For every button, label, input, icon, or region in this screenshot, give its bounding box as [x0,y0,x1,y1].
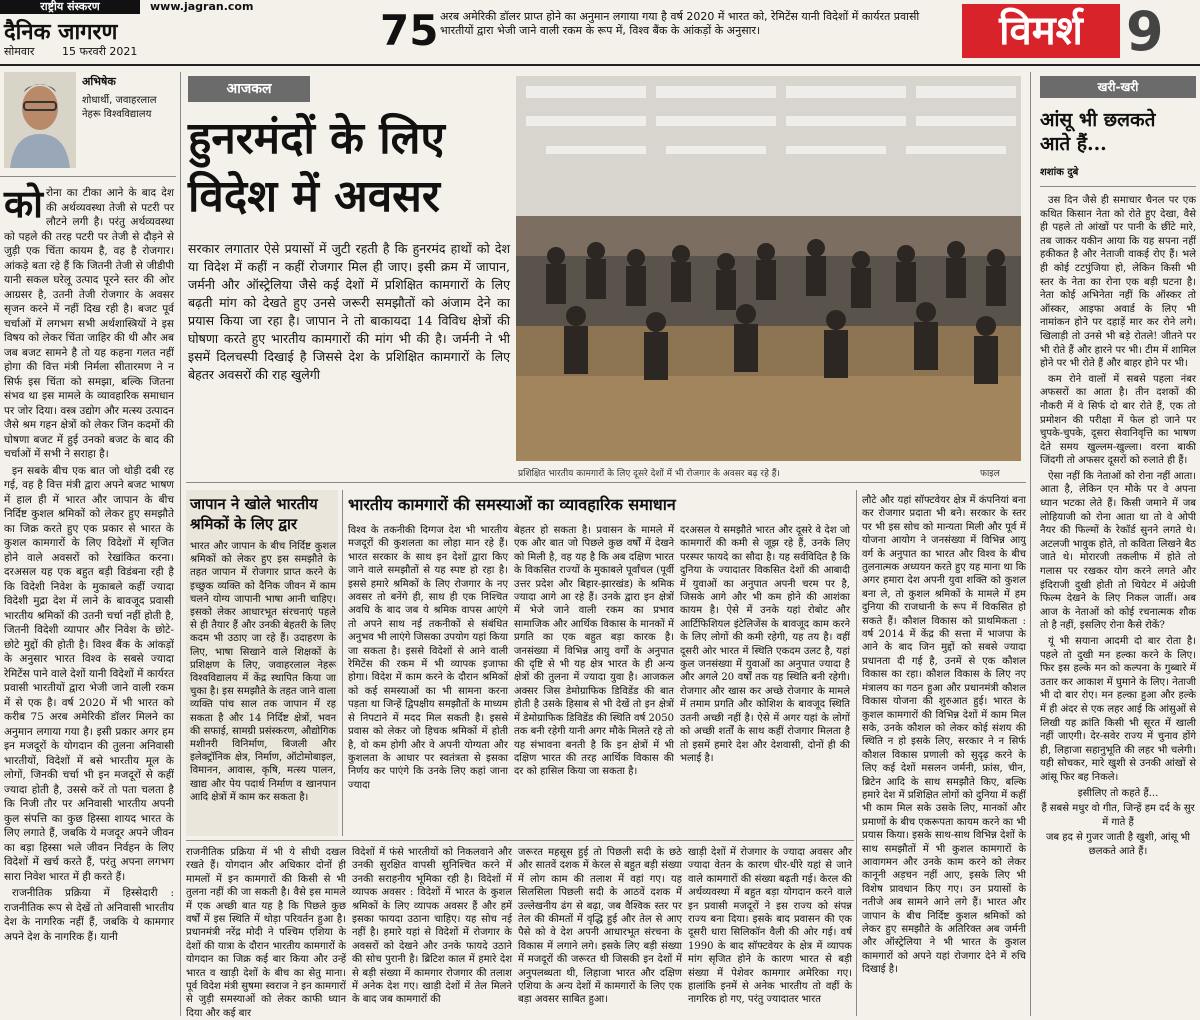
sidebar-text [1040,194,1196,1010]
sidebar-para-4: यूं भी सयाना आदमी दो बार रोता है। पहले तो दुखी मन हल्का करने के लिए। फिर इस हल्के मन को कल्पना के गुब्बारे में उतार कर आकाश में घुमाने के लिए। नेताजी भी दो बार रोए। मन हल्का हुआ और हल्के में ही अंदर से एक लहर आई कि आंसुओं से लिखी यह क्रांति किसी भी सूरत में खाली नहीं जाएगी। देर-सवेर राज्य में चुनाव होंगे ही, लिहाजा सहानुभूति की लहर भी चलेगी। यही सोचकर, मारे खुशी से उनकी आंखों से आंसू फिर बह निकले। [1040,636,1196,783]
stat-text: अरब अमेरिकी डॉलर प्राप्त होने का अनुमान लगाया गया है वर्ष 2020 में भारत को, रेमिटेंस यानी विदेशों में कार्यरत प्रवासी भारतीयों द्वारा भेजी जाने वाली रकम के रूप में, विश्व बैंक के आंकड़ों के अनुसार। [440,10,920,37]
japan-heading-2: श्रमिकों के लिए द्वार [190,515,298,533]
solution-col-3: दरअसल ये समझौते भारत और दूसरे वे देश जो कामगारों की कमी से जूझ रहे हैं, उनके लिए परस्पर फायदे का सौदा है। यह सर्वविदित है कि दुनिया के ज्यादातर विकसित देशों की आबादी में युवाओं का अनुपात अपनी चरम पर है, जिसके आगे और भी कम होने की आशंका कायम है। ऐसे में उनके यहां रोबोट और आर्टिफिशियल इंटेलिजेंस के बावजूद काम करने के लिए लोगों की कमी रहेगी, यह तय है। वहीं दूसरी ओर भारत में स्थिति एकदम उलट है, यहां कुल जनसंख्या में युवाओं का अनुपात ज्यादा है और अगले 20 वर्षों तक यह स्थिति बनी रहेगी। रोजगार और खास कर अच्छे रोजगार के मामले में तमाम प्रगति और कोशिश के बावजूद स्थिति उतनी अच्छी नहीं है। ऐसे में अगर यहां के लोगों को अच्छी शर्तों के साथ कहीं रोजगार मिलता है तो इसमें हमारे देश और देशवासी, दोनों ही की भलाई है। [680,525,850,764]
sidebar-para-2: कम रोने वालों में सबसे पहला नंबर अफसरों का आता है। तीन दशकों की नौकरी में वे सिर्फ दो बार रोते हैं, एक तो प्रमोशन की परीक्षा में फेल हो जाने पर चुपके-चुपके, दूसरा सेवानिवृत्ति का भाषण देते समय खुल्लम-खुल्ला। वरना बाकी जिंदगी तो अफसर दूसरों को रुलाते ही हैं। [1040,373,1196,467]
japan-heading-1: जापान ने खोले भारतीय [190,495,318,513]
issue-date: 15 फरवरी 2021 [62,45,138,58]
website-link[interactable]: www.jagran.com [150,0,254,13]
photo-credit: फाइल [980,469,1000,479]
author-name: अभिषेक [82,75,116,88]
solution-col-1: विश्व के तकनीकी दिग्गज देश भी भारतीय मजदूरों की कुशलता का लोहा मान रहे हैं। भारत सरकार के साथ इन देशों द्वारा किए जाने वाले समझौतों से यह स्पष्ट हो रहा है। इससे हमारे श्रमिकों के लिए रोजगार के नए अवसर तो बनेंगे ही, साथ ही एक निश्चित अवधि के बाद जब ये श्रमिक वापस आएंगे तो अपने साथ नई तकनीकों से संबंधित अनुभव भी लाएंगे जिसका उपयोग यहां किया जा सकता है। इससे विदेशों से आने वाली रेमिटेंस की रकम में भी व्यापक इजाफा होगा। विदेश में काम करने के दौरान श्रमिकों को कई समस्याओं का भी सामना करना पड़ता था जिन्हें द्विपक्षीय समझौतों के माध्यम से निपटाने में मदद मिल सकती है। इससे प्रवास को लेकर जो हिचक श्रमिकों में होती है, वो कम होगी और वे अपनी योग्यता और कुशलता के आधार पर स्वतंत्रता से इसका निर्णय कर पाएंगे कि उनके लिए कहां जाना ज्यादा [348,525,508,791]
edition-label: राष्ट्रीय संस्करण [0,0,140,14]
sidebar-para-6: हैं सबसे मधुर वो गीत, जिन्हें हम दर्द के सुर में गाते हैं [1041,803,1195,828]
headline-line-1: हुनरमंदों के लिए [188,113,445,164]
solution-col-2: बेहतर हो सकता है। प्रवासन के मामले में एक और बात जो पिछले कुछ वर्षों में देखने को मिली है, वह यह है कि अब दक्षिण भारत के विकसित राज्यों के मुकाबले पूर्वांचल (पूर्वी उत्तर प्रदेश और बिहार-झारखंड) के श्रमिक ज्यादा आगे आ रहे हैं। उनके द्वारा इन क्षेत्रों में भेजे जाने वाली रकम का प्रभाव सामाजिक और आर्थिक विकास के मानकों में प्रगति का एक बहुत बड़ा कारक है। जनसंख्या में विभिन्न आयु वर्गों के अनुपात की दृष्टि से भी यह क्षेत्र भारत के ही अन्य क्षेत्रों की तुलना में ज्यादा युवा है। आजकल अक्सर जिस डेमोग्राफिक डिविडेंड की बात होती है उसके हिसाब से भी देखें तो इन क्षेत्रों में डेमोग्राफिक डिविडेंड की स्थिति वर्ष 2050 तक बनी रहेगी यानी अगर मौके मिलते रहे तो यह संभावना बनती है कि इन क्षेत्रों में भी दक्षिण भारत की तरह आर्थिक विकास की दर को हासिल किया जा सकता है। [514,525,674,778]
header-rule [0,64,1200,66]
article-photo [516,76,1021,461]
author-portrait-icon [4,72,76,168]
sidebar-para-1: उस दिन जैसे ही समाचार चैनल पर एक कथित किसान नेता को रोते हुए देखा, वैसे ही पहले तो आंखों पर पानी के छींटे मारे, तब जाकर यकीन आया कि यह सपना नहीं हकीकत है और नेताजी वाकई रोए हैं। भले ही कोई टटपुंजिया हो, लेकिन किसी भी स्तर के नेता का रोना एक बड़ी घटना है। नेता कोई अभिनेता नहीं कि ऑस्कर तो ऑस्कर, आइफा अवार्ड के लिए भी नामांकन होने पर दहाड़ें मार कर रोने लगे। खिलाड़ी तो उनसे भी बड़े रोतले! जीतने पर भी रोते हैं और हारने पर भी। टीम में शामिल होने पर भी रोते हैं और बाहर होने पर भी। [1040,195,1196,370]
headline-line-2: विदेश में अवसर [188,171,440,222]
lower-col-1: राजनीतिक प्रक्रिया में भी ये सीधी दखल रखते हैं। योगदान और अधिकार दोनों ही मामलों में इन कामगारों की किसी से भी तुलना नहीं की जा सकती है। वैसे इस मामले में एक अच्छी बात यह है कि पिछले कुछ वर्षों में इस स्थिति में थोड़ा परिवर्तन हुआ है। प्रधानमंत्री नरेंद्र मोदी ने पश्चिम एशिया के देशों की यात्रा के दौरान भारतीय कामगारों के योगदान का जिक्र कई बार किया और उन्हें भारत व खाड़ी देशों के बीच का सेतु माना। पूर्व विदेश मंत्री सुषमा स्वराज ने इन कामगारों से जुड़ी समस्याओं को लेकर काफी ध्यान दिया और कई बार [186,847,346,1019]
lower-col-3: जरूरत महसूस हुई तो पिछली सदी के छठे और सातवें दशक में केरल से बहुत बड़ी संख्या में लोग काम की तलाश में वहां गए। यह सिलसिला पिछली सदी के आठवें दशक में उल्लेखनीय ढंग से बढ़ा, जब वैश्विक स्तर पर तेल की कीमतों में वृद्धि हुई और तेल से आए पैसे को वे देश अपनी आधारभूत संरचना के विकास में लगाने लगे। इसके लिए बड़ी संख्या में मजदूरों की जरूरत थी जिसकी इन देशों में अनुपलब्धता थी, लिहाजा भारत और दक्षिण एशिया के अन्य देशों में कामगारों के लिए एक बड़ा अवसर साबित हुआ। [518,847,682,1006]
sidebar-headline-2: आते हैं... [1040,133,1107,155]
col1-para-3: राजनीतिक प्रक्रिया में हिस्सेदारी : राजनीतिक रूप से देखें तो अनिवासी भारतीय देश के नागरिक नहीं हैं, जबकि ये कामगार अपने देश के नागरिक हैं। यानी [4,887,174,943]
drop-cap: को [4,181,44,226]
japan-text: भारत और जापान के बीच निर्दिष्ट कुशल श्रमिकों को लेकर हुए इस समझौते के तहत जापान में रोजगार प्राप्त करने के इच्छुक व्यक्ति को दैनिक जीवन में काम चलने योग्य जापानी भाषा आनी चाहिए। इसको लेकर आधारभूत संरचनाएं पहले से ही तैयार हैं और उनकी बेहतरी के लिए कदम भी उठाए जा रहे हैं। उदाहरण के लिए, भाषा सिखाने वाले शिक्षकों के प्रशिक्षण के लिए, जवाहरलाल नेहरू विश्वविद्यालय में केंद्र स्थापित किया जा चुका है। इस समझौते के तहत जाने वाला व्यक्ति पांच साल तक जापान में रह सकता है और 14 निर्दिष्ट क्षेत्रों, भवन की सफाई, सामग्री प्रसंस्करण, औद्योगिक मशीनरी विनिर्माण, बिजली और इलेक्ट्रॉनिक क्षेत्र, निर्माण, ऑटोमोबाइल, विमानन, आवास, कृषि, मत्स्य पालन, खाद्य और पेय पदार्थ निर्माण व खानपान आदि क्षेत्रों में काम कर सकता है। [190,541,336,803]
col1-para-2: इन सबके बीच एक बात जो थोड़ी दबी रह गई, वह है वित्त मंत्री द्वारा अपने बजट भाषण में हाल ही में भारत और जापान के बीच निर्दिष्ट कुशल श्रमिकों को लेकर हुए समझौते का जिक्र करते हुए एक प्रकार से भारत के कुशल कामगारों के लिए विदेशों में सृजित होने वाले अवसरों को रेखांकित करना। दरअसल यह एक बहुत बड़ी विडंबना रही है कि विदेशी निवेश के मुकाबले कहीं ज्यादा विदेशी मुद्रा देश में लाने के बावजूद प्रवासी भारतीय श्रमिकों की उतनी चर्चा नहीं होती है, जितनी विदेशी व्यापार और निवेश के छोटे-छोटे मुद्दों की होती है। विश्व बैंक के आंकड़ों के अनुसार भारत विश्व के सबसे ज्यादा रेमिटेंस पाने वाले देशों यानी विदेशों में कार्यरत प्रवासी भारतीयों द्वारा भेजी जाने वाली रकम में से एक है। वर्ष 2020 में भी भारत को करीब 75 अरब अमेरिकी डॉलर मिलने का अनुमान लगाया गया है। इसी प्रकार अगर हम इन मजदूरों के योगदान की तुलना अनिवासी भारतीयों, विदेशों में बसे भारतीय मूल के लोगों, जिनकी चर्चा भी इन मजदूरों से कहीं ज्यादा होती है, उससे करें तो पता चलता है कि निजी तौर पर अनिवासी भारतीय अपनी कुल संपत्ति का कुछ हिस्सा शायद भारत के लिए लगाते हैं, जबकि ये मजदूर अपने जीवन का बड़ा हिस्सा भले जीवन निर्वहन के लिए विदेशों में खर्च करते हैं, परंतु अपना लगभग सारा निवेश भारत में ही करते हैं। [4,464,174,883]
photo-caption: प्रशिक्षित भारतीय कामगारों के लिए दूसरे देशों में भी रोजगार के अवसर बढ़ रहे हैं। [518,469,780,479]
section-title: विमर्श [962,4,1120,58]
solution-heading: भारतीय कामगारों की समस्याओं का व्यावहारिक समाधान [348,495,676,514]
issue-day: सोमवार [4,45,35,58]
sidebar-headline-1: आंसू भी छलकते [1040,109,1156,131]
sidebar-author: शशांक दुबे [1040,167,1079,178]
stat-number: 75 [380,6,439,55]
masthead [0,0,370,62]
article-tag: आजकल [188,76,310,102]
sidebar-para-5: इसीलिए तो कहते हैं... [1077,787,1159,799]
meeting-photo-icon [516,76,1021,461]
standfirst: सरकार लगातार ऐसे प्रयासों में जुटी रहती है कि हुनरमंद हाथों को देश या विदेश में कहीं न कहीं रोजगार मिल ही जाए। इसी क्रम में जापान, जर्मनी और ऑस्ट्रेलिया जैसे कई देशों में प्रशिक्षित कामगारों के लिए बढ़ती मांग को देखते हुए उनसे जरूरी समझौतों को अंजाम देने का प्रयास किया जा रहा है। जापान ने तो बाकायदा 14 विविध क्षेत्रों की घोषणा करते हुए भारतीय कामगारों की मांग भी की है। जर्मनी ने भी इसमें दिलचस्पी दिखाई है जिससे देश के प्रशिक्षित कामगारों के लिए बेहतर अवसरों की राह खुलेगी [188,241,510,382]
page-number: 9 [1126,0,1164,63]
right-article-col: लौटे और यहां सॉफ्टवेयर क्षेत्र में कंपनियां बना कर रोजगार प्रदाता भी बने। सरकार के स्तर पर भी इस सोच को मान्यता मिली और पूर्व में योजना आयोग ने जनसंख्या में विभिन्न आयु वर्ग के अनुपात का भारत और विश्व के बीच तुलनात्मक अध्ययन करते हुए यह माना था कि अगर हमारा देश अपनी युवा शक्ति को कुशल बना ले, तो कुशल श्रमिकों के मामले में हम दुनिया की राजधानी के रूप में विकसित हो सकते हैं। कौशल विकास को प्राथमिकता : वर्ष 2014 में केंद्र की सत्ता में भाजपा के आने के बाद जिन मुद्दों को सबसे ज्यादा प्रधानता दी गई है, उनमें से एक कौशल विकास का रहा। कौशल विकास के लिए नए मंत्रालय का गठन हुआ और प्रधानमंत्री कौशल विकास योजना की शुरुआत हुई। भारत के कुशल कामगारों की विभिन्न देशों में काम मिल सके, उनके कौशल को लेकर कोई संशय की स्थिति न हो इसके लिए, सरकार ने न सिर्फ कौशल विकास प्रणाली को सुदृढ़ करने के लिए कई देशों मसलन जर्मनी, फ्रांस, चीन, ब्रिटेन आदि के साथ समझौते किए, बल्कि हमारे देश में प्रशिक्षित लोगों को दुनिया में कहीं भी काम मिल सके उसके लिए, मानकों और प्रमाणों के बीच एकरूपता कायम करने का भी प्रयास किया। इसके साथ-साथ विभिन्न देशों के साथ समझौतों में भी कुशल कामगारों के आवागमन और उनके काम करने को लेकर कानूनी अड़चन नहीं आए, इसके लिए भी विशेष प्रावधान किए गए। उन प्रयासों के नतीजे अब सामने आने लगे हैं। भारत और जापान के बीच निर्दिष्ट कुशल श्रमिकों को लेकर हुए समझौते के अतिरिक्त अब जर्मनी और ऑस्ट्रेलिया ने भी भारत के कुशल कामगारों को अपने यहां रोजगार देने में रुचि दिखाई है। [862,495,1026,976]
author-role-2: नेहरू विश्वविद्यालय [82,109,152,120]
author-photo [4,72,76,168]
lower-col-2: विदेशों में फंसे भारतीयों को निकलवाने और उनकी सुरक्षित वापसी सुनिश्चित करने में उनकी सराहनीय भूमिका रही है। विदेशों में व्यापक अवसर : विदेशों में भारत के कुशल श्रमिकों के लिए व्यापक अवसर हैं और हमें इसका फायदा उठाना चाहिए। यह सोच नई नहीं है। हमारे यहां से विदेशों में रोजगार के अवसरों को देखने और उनके फायदे उठाने की सोच पुरानी है। ब्रिटिश काल में हमारे देश से बड़ी संख्या में कामगार रोजगार की तलाश में अनेक देश गए। खाड़ी देशों में तेल मिलने के बाद जब कामगारों की [352,847,512,1006]
paper-name: दैनिक जागरण [4,19,118,45]
sidebar-para-7: जब हद से गुजर जाती है खुशी, आंसू भी छलकते आते हैं। [1045,832,1191,857]
col1-para-1: रोना का टीका आने के बाद देश की अर्थव्यवस्था तेजी से पटरी पर लौटने लगी है। परंतु अर्थव्यवस्था को पहले की तरह पटरी पर तेजी से दौड़ने से जुड़ी एक चिंता कायम है, वह है रोजगार। आंकड़े बता रहे हैं कि जितनी तेजी से जीडीपी यानी सकल घरेलू उत्पाद पूरने स्तर की ओर आग्रसर है, उतनी तेजी रोजगार के अवसर सृजन करने में नहीं दिख रही है। बजट पूर्व चर्चाओं में लगभग सभी अर्थशास्त्रियों ने इस विषय को लेकर चिंता जाहिर की थी और अब जब बजट सामने है तो यह कहना गलत नहीं होगा की वित्त मंत्री निर्मला सीतारमण ने न सिर्फ इस चिंता को समझा, बल्कि जितना संभव था इस मामले के व्यावहारिक समाधान पर जोर दिया। वस्त्र उद्योग और मत्स्य उत्पादन जैसे श्रम गहन क्षेत्रों को लेकर जिन कदमों की घोषणा बजट में हुई उनको बजट के बाद की चर्चाओं में सभी ने सराहा है। [4,187,174,460]
sidebar-para-3: ऐसा नहीं कि नेताओं को रोना नहीं आता। आता है, लेकिन एन मौके पर वे अपना ध्यान भटका लेते हैं। किसी जमाने में जब लोहियाजी को रोना आता था तो वे ओपी नैयर की फिल्मों के रेकॉर्ड सुनने लगते थे। अटलजी भावुक होते, तो कविता लिखने बैठ जाते थे। मोरारजी तकलीफ में होते तो गलास पर रखकर योग करने लगते और इंदिराजी दुखी होती तो थियेटर में अंग्रेजी फिल्म देखने के लिए निकल जातीं। अब आज के नेताओं को कोई रचनात्मक शौक तो है नहीं, इसलिए रोना कैसे रोकें? [1040,470,1196,632]
sidebar-tag: खरी-खरी [1040,76,1196,98]
article-column-1 [4,181,174,1006]
author-role-1: शोधार्थी, जवाहरलाल [82,95,157,106]
lower-col-4: खाड़ी देशों में रोजगार के ज्यादा अवसर और ज्यादा वेतन के कारण धीर-धीरे यहां से जाने वाले कामगारों की संख्या बढ़ती गई। केरल की अर्थव्यवस्था में बहुत बड़ा योगदान करने वाले इन प्रवासी मजदूरों ने इस राज्य को संपन्न राज्य बना दिया। इसके बाद प्रवासन की एक दूसरी धारा सिलिकॉन वैली की ओर गई। वर्ष 1990 के बाद सॉफ्टवेयर के क्षेत्र में व्यापक मांग सृजित होने के कारण भारत से बड़ी संख्या में पेशेवर कामगार अमेरिका गए। हालांकि इनमें से अनेक भारतीय तो वहीं के नागरिक हो गए, परंतु ज्यादातर भारत [688,847,852,1006]
